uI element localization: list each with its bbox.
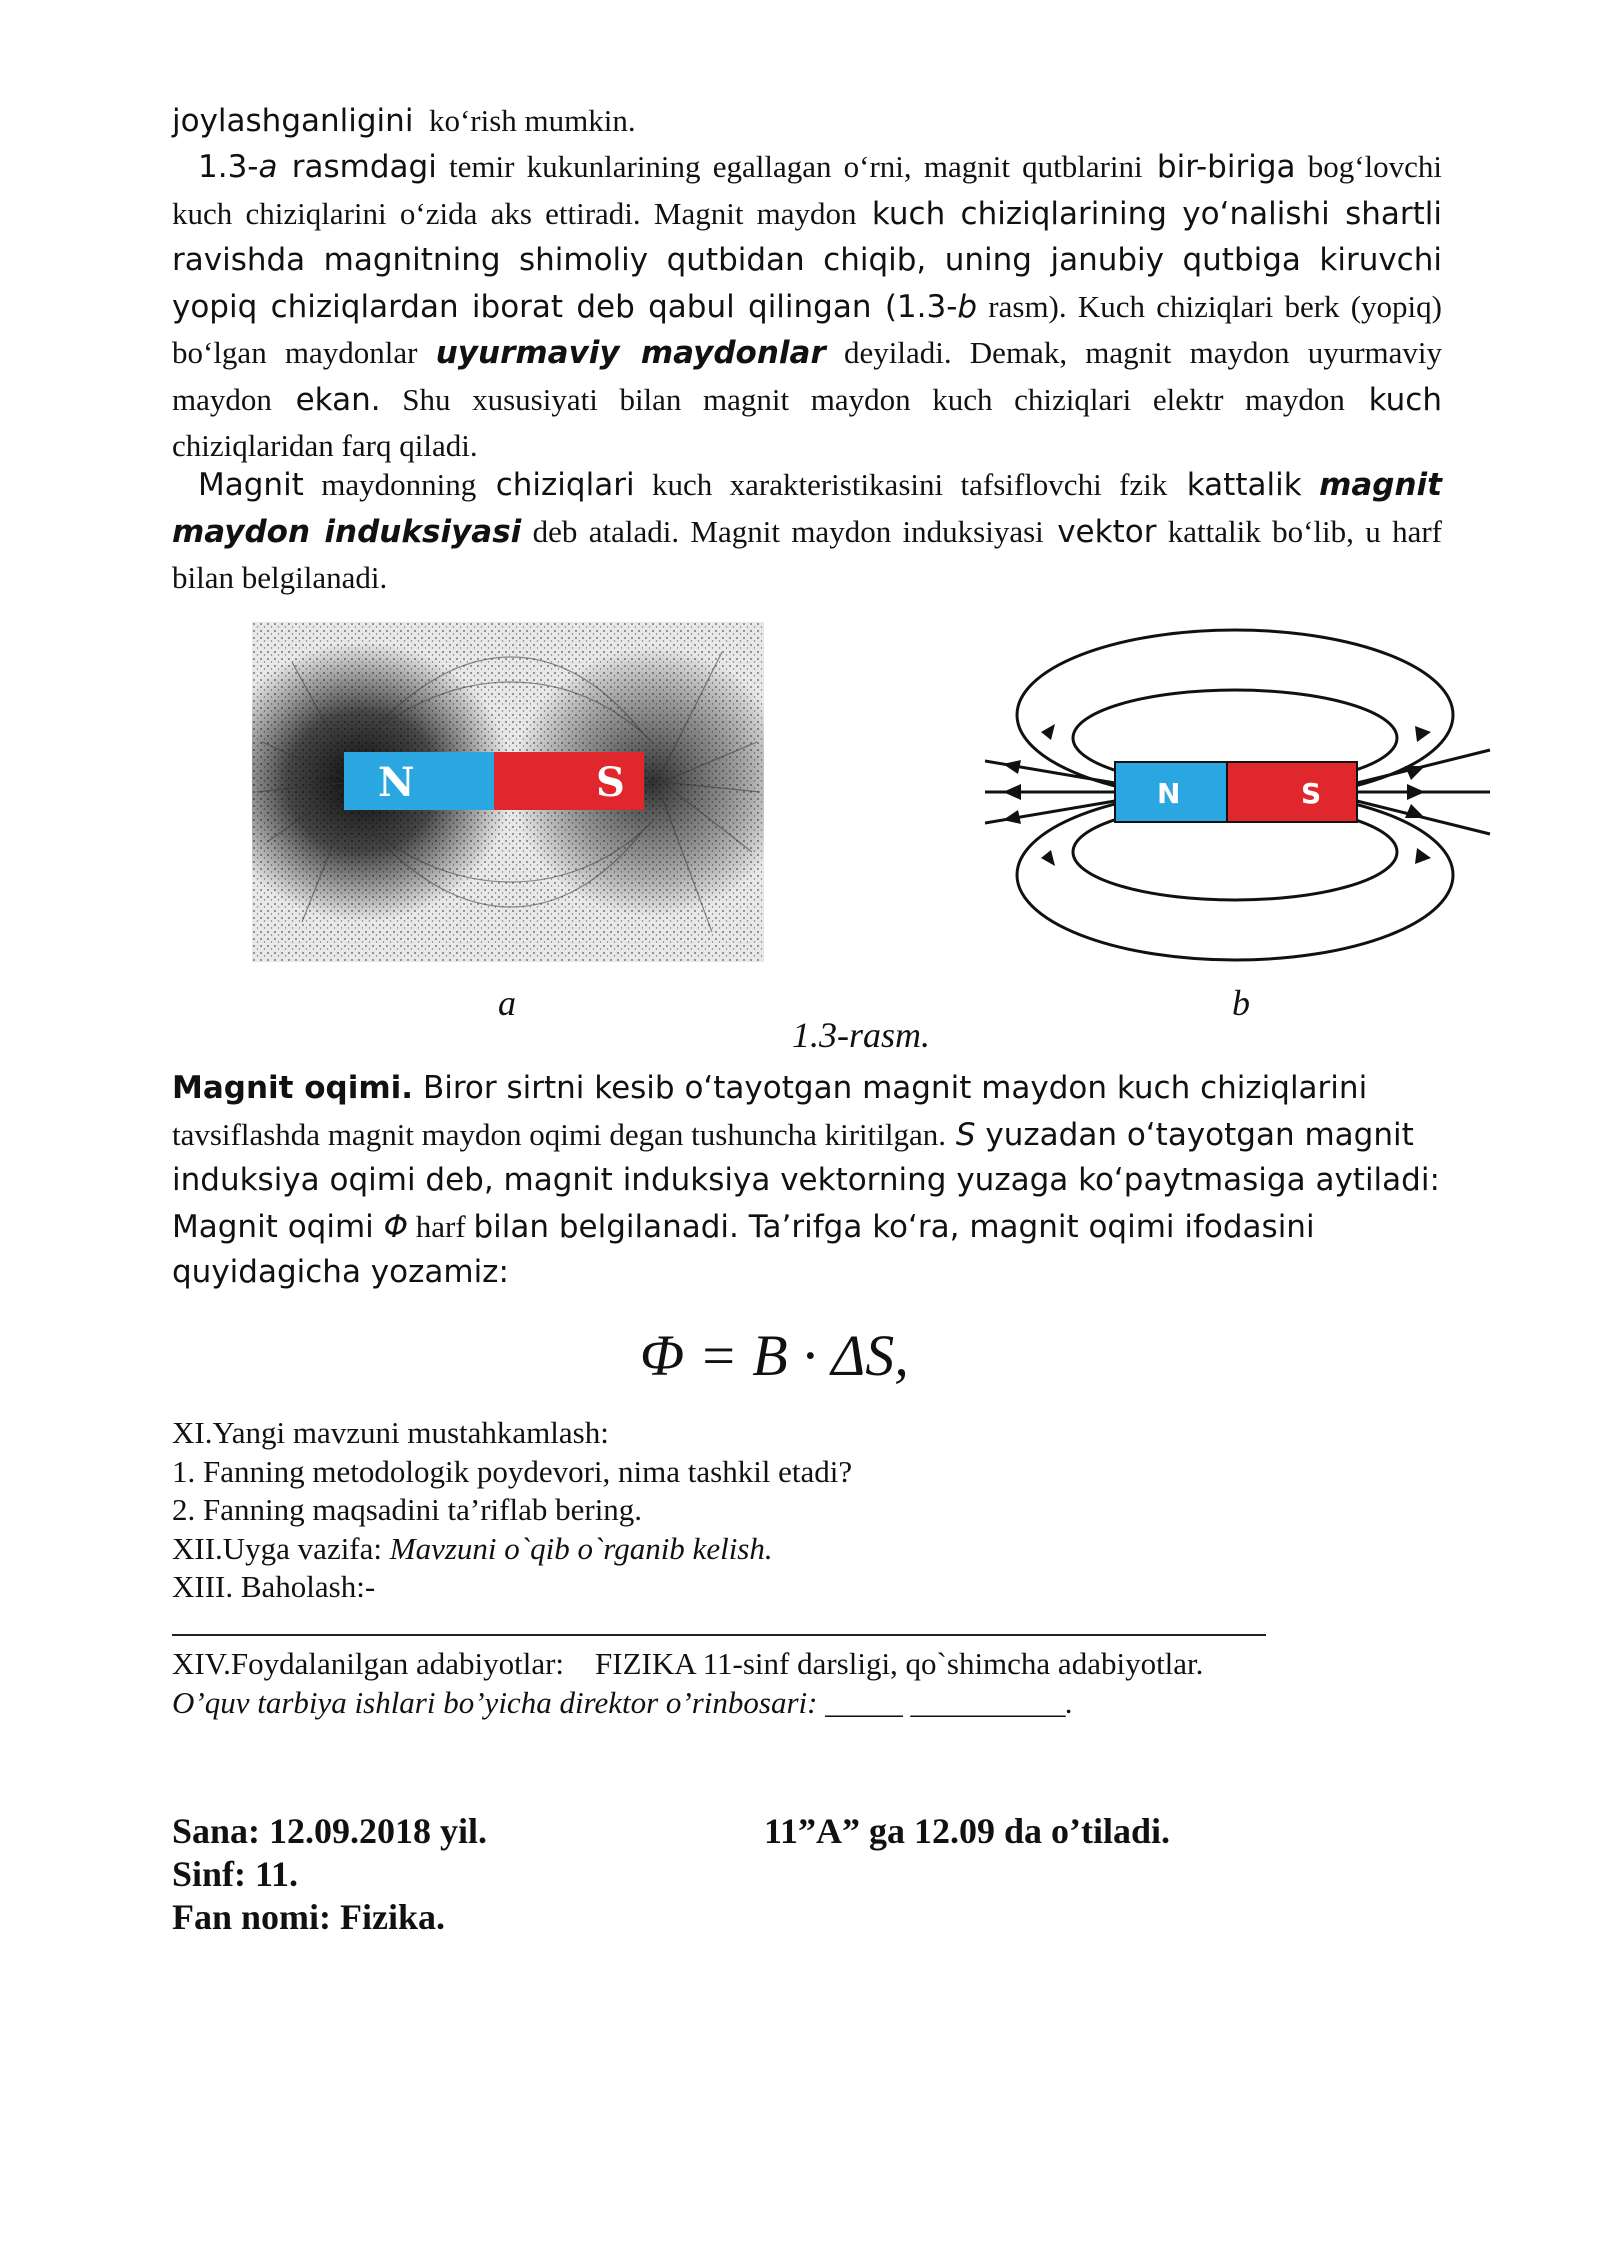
review-line: 2. Fanning maqsadini ta’riflab bering. xyxy=(172,1492,643,1527)
text-run: Magnit xyxy=(198,467,304,503)
iron-filings-figure xyxy=(252,622,764,962)
text-run: maydonning xyxy=(303,467,477,502)
divider-line xyxy=(172,1634,1266,1636)
text-run: bilan belgilanadi. Ta’rifga ko‘ra, magnit oqimi ifodasini quyidagicha yozamiz: xyxy=(172,1208,1315,1290)
paragraph-induction xyxy=(172,462,1442,601)
figure-caption: 1.3-rasm. xyxy=(792,1015,931,1055)
flux-formula: Φ = B · ΔS, xyxy=(640,1323,909,1388)
text-run: kuch xyxy=(1344,381,1442,418)
text-run: rasmdagi xyxy=(277,149,437,185)
section-heading: Magnit oqimi. xyxy=(172,1070,414,1106)
lesson-date: Sana: 12.09.2018 yil. xyxy=(172,1811,488,1851)
homework-line xyxy=(172,1530,1472,1569)
text-run: Mavzuni o`qib o`rganib kelish. xyxy=(389,1530,773,1566)
text-run: Shu xususiyati bilan magnit maydon kuch chiziqlari elektr maydon xyxy=(380,381,1345,417)
text-run: S xyxy=(946,1116,976,1153)
subject-line: Fan nomi: Fizika. xyxy=(172,1897,446,1937)
review-line: XIII. Baholash:- xyxy=(172,1569,376,1604)
references-line: XIV.Foydalanilgan adabiyotlar: FIZIKA 11-sinf darsligi, qo`shimcha adabiyotlar. xyxy=(172,1646,1204,1681)
text-run: kattalik bo‘lib, u harf bilan belgilanadi. xyxy=(172,513,1442,595)
text-run: rasm). Kuch chiziqlari berk (yopiq) bo‘lgan maydonlar xyxy=(172,288,1442,370)
review-line: XI.Yangi mavzuni mustahkamlash: xyxy=(172,1415,609,1450)
text-run: chiziqlari xyxy=(476,467,635,503)
text-run: ko‘rish mumkin. xyxy=(428,103,636,138)
class-note: 11”A” ga 12.09 da o’tiladi. xyxy=(764,1811,1171,1851)
figure-label-a: a xyxy=(498,983,516,1023)
signature-line: O’quv tarbiya ishlari bo’yicha direktor o’rinbosari: _____ __________. xyxy=(172,1684,1074,1720)
text-run: kuch xarakteristikasini tafsiflovchi fzik xyxy=(634,467,1168,502)
text-run: Biror sirtni kesib o‘tayotgan magnit maydon kuch chiziqlarini xyxy=(413,1070,1368,1106)
text-run: joylashganligini xyxy=(172,103,414,139)
figure-label-b: b xyxy=(1232,983,1250,1023)
text-run: b xyxy=(957,288,978,325)
text-run: ekan. xyxy=(271,381,381,418)
review-line: 1. Fanning metodologik poydevori, nima tashkil etadi? xyxy=(172,1453,853,1489)
text-run: harf xyxy=(408,1208,474,1244)
text-run: XII.Uyga vazifa: xyxy=(172,1530,390,1566)
text-run: vektor xyxy=(1043,513,1157,550)
paragraph-magnetic-flux xyxy=(172,1066,1442,1296)
south-pole-label: S xyxy=(596,759,625,806)
text-run: deyiladi. Demak, magnit maydon uyurmaviy maydon xyxy=(172,335,1443,417)
north-pole-label: N xyxy=(1157,777,1181,810)
text-run: kattalik xyxy=(1167,467,1302,503)
review-section xyxy=(172,1414,1472,1607)
emphasis-term: magnit maydon induksiyasi xyxy=(172,467,1443,550)
south-pole-label: S xyxy=(1301,777,1322,810)
text-run: chiziqlaridan farq qiladi. xyxy=(172,428,478,463)
north-pole-label: N xyxy=(378,759,415,806)
text-run: bog‘lovchi kuch chiziqlarini o‘zida aks ettiradi. Magnit maydon xyxy=(172,149,1442,231)
references-section xyxy=(172,1645,1472,1722)
text-run: 1.3- xyxy=(198,149,259,185)
top-line xyxy=(172,98,1442,145)
text-run: kuch chiziqlarining yo‘nalishi shartli ravishda magnitning shimoliy qutbidan chiqib, uning janubiy qutbiga kiruvchi yopiq chiziqlardan iborat deb qabul qilingan (1.3- xyxy=(172,195,1442,325)
text-run: bir-biriga xyxy=(1142,149,1296,185)
text-run: tavsiflashda magnit maydon oqimi degan tushuncha kiritilgan. xyxy=(172,1116,946,1152)
text-run: a xyxy=(258,149,278,185)
grade-line: Sinf: 11. xyxy=(172,1854,299,1894)
emphasis-term: uyurmaviy maydonlar xyxy=(435,335,826,371)
text-run: deb ataladi. Magnit maydon induksiyasi xyxy=(521,513,1044,549)
text-run: Φ xyxy=(383,1208,409,1245)
paragraph-field-lines xyxy=(172,144,1442,469)
text-run: yuzadan o‘tayotgan magnit induksiya oqimi deb, magnit induksiya vektorning yuzaga ko‘paytmasiga aytiladi: Magnit oqimi xyxy=(172,1116,1440,1245)
text-run: temir kukunlarining egallagan o‘rni, magnit qutblarini xyxy=(436,149,1143,184)
field-lines-diagram xyxy=(985,620,1495,970)
